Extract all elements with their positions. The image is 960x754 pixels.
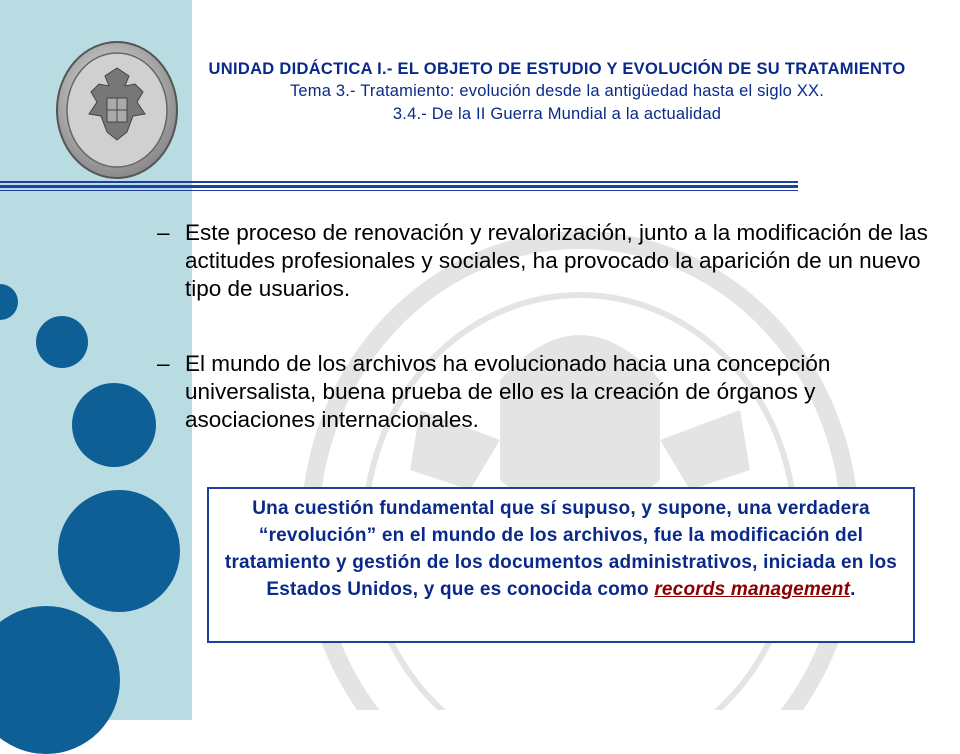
decor-circle-3 (72, 383, 156, 467)
bullet-dash: – (157, 351, 170, 376)
callout-box (207, 487, 915, 643)
bullet-text: Este proceso de renovación y revalorización, junto a la modificación de las actitudes profesionales y sociales, ha provocado la aparición de un nuevo tipo de usuarios. (185, 220, 928, 301)
decor-circle-2 (36, 316, 88, 368)
university-seal-icon (55, 40, 179, 180)
subtopic-line: 3.4.- De la II Guerra Mundial a la actualidad (392, 105, 722, 123)
records-management-term: records management (654, 579, 851, 600)
bullet-text: El mundo de los archivos ha evolucionado hacia una concepción universalista, buena prueba de ello es la creación de órganos y asociaciones internacionales. (185, 351, 831, 432)
topic-line: Tema 3.- Tratamiento: evolución desde la antigüedad hasta el siglo XX. (289, 82, 825, 100)
callout-text: Una cuestión fundamental que sí supuso, y supone, una verdadera “revolución” en el mundo de los archivos, fue la modificación del tratamiento y gestión de los documentos administrativos, iniciada en los Estados Unidos, y que es conocida como (224, 498, 898, 600)
callout-end: . (850, 579, 856, 600)
header-rule-bottom (0, 190, 798, 191)
decor-circle-4 (58, 490, 180, 612)
bullet-item-1 (157, 219, 937, 303)
slide-header (196, 58, 918, 126)
bullet-dash: – (157, 220, 170, 245)
bullet-item-2 (157, 350, 937, 434)
header-rule-top (0, 181, 798, 183)
unit-title: UNIDAD DIDÁCTICA I.- EL OBJETO DE ESTUDIO Y EVOLUCIÓN DE SU TRATAMIENTO (208, 60, 906, 78)
header-rule-middle (0, 185, 798, 188)
